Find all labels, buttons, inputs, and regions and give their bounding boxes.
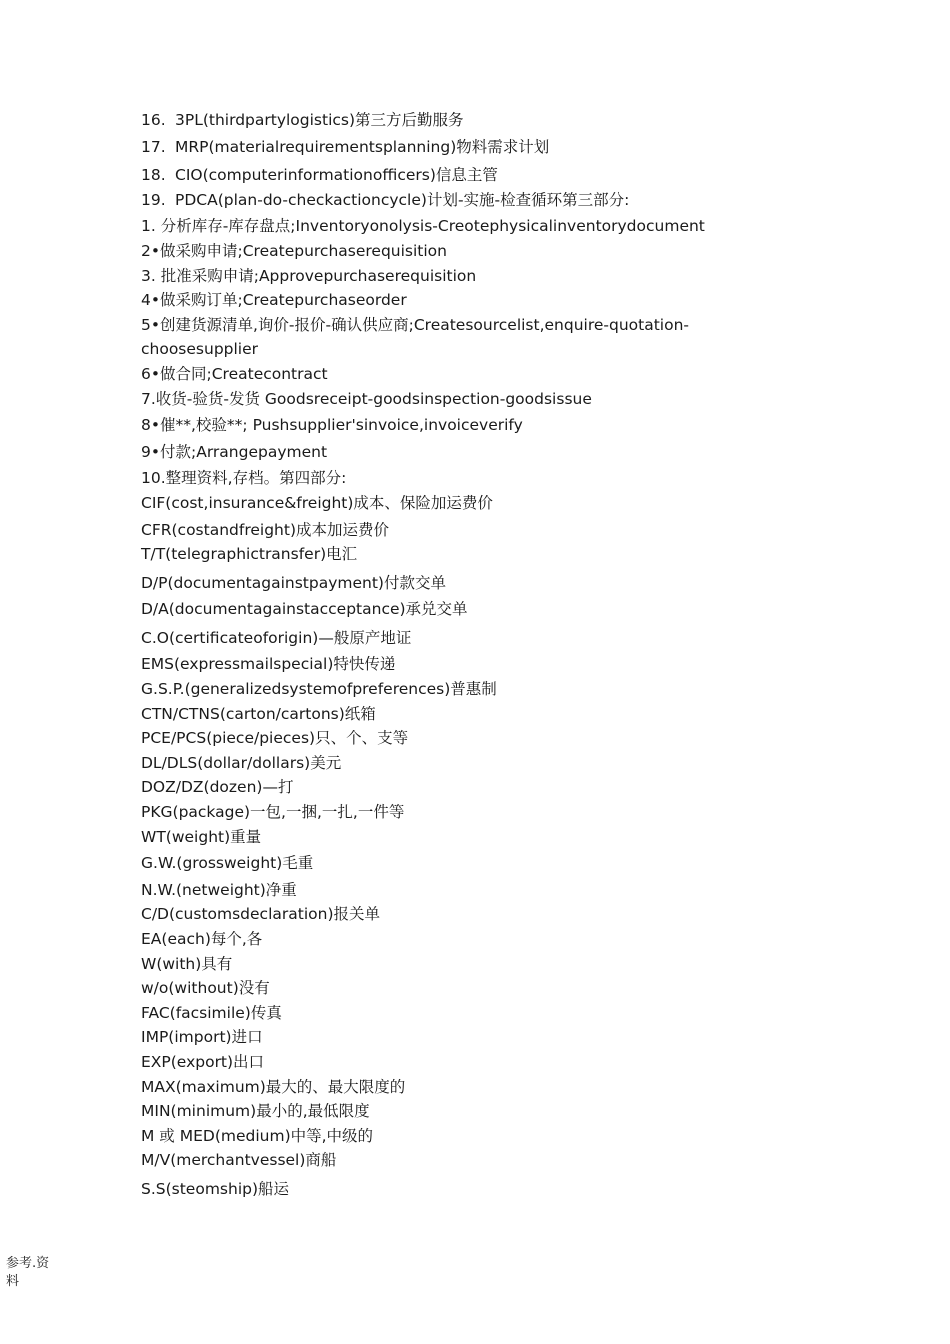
text-line: 5•创建货源清单,询价-报价-确认供应商;Createsourcelist,enquire-quotation-choosesupplier	[141, 315, 690, 359]
text-line: DL/DLS(dollar/dollars)美元	[141, 753, 342, 772]
text-line: 3. 批准采购申请;Approvepurchaserequisition	[141, 266, 477, 285]
text-line: G.S.P.(generalizedsystemofpreferences)普惠制	[141, 680, 497, 699]
text-line: M 或 MED(medium)中等,中级的	[141, 1126, 374, 1145]
text-line: N.W.(netweight)净重	[141, 880, 297, 899]
text-line: PKG(package)一包,一捆,一扎,一件等	[141, 803, 405, 822]
text-line: M/V(merchantvessel)商船	[141, 1151, 337, 1170]
text-line: PCE/PCS(piece/pieces)只、个、支等	[141, 729, 409, 748]
item-text: 3PL(thirdpartylogistics)第三方后勤服务	[175, 111, 464, 129]
text-line: C.O(certificateoforigin)—般原产地证	[141, 628, 412, 647]
numbered-item	[141, 188, 781, 213]
text-line: EMS(expressmailspecial)特快传递	[141, 655, 396, 674]
text-line: EA(each)每个,各	[141, 930, 263, 948]
numbered-item	[141, 108, 781, 133]
text-line: CTN/CTNS(carton/cartons)纸箱	[141, 704, 376, 723]
text-line: CIF(cost,insurance&freight)成本、保险加运费价	[141, 493, 493, 512]
item-text: PDCA(plan-do-checkactioncycle)计划-实施-检查循环第三部分:	[175, 190, 630, 209]
text-line: DOZ/DZ(dozen)—打	[141, 778, 294, 797]
text-line: 7.收货-验货-发货 Goodsreceipt-goodsinspection-goodsissue	[141, 389, 592, 408]
text-line: D/P(documentagainstpayment)付款交单	[141, 573, 446, 592]
text-line: IMP(import)进口	[141, 1028, 263, 1047]
text-line: 10.整理资料,存档。第四部分:	[141, 469, 347, 488]
text-line: CFR(costandfreight)成本加运费价	[141, 520, 389, 539]
text-line: MAX(maximum)最大的、最大限度的	[141, 1077, 406, 1096]
footer-note: 参考.资料	[6, 1256, 50, 1289]
text-line: W(with)具有	[141, 954, 233, 973]
document-body	[141, 108, 781, 1202]
text-line: G.W.(grossweight)毛重	[141, 854, 314, 873]
item-number: 18.	[141, 166, 166, 185]
text-line: S.S(steomship)船运	[141, 1179, 290, 1198]
text-line: C/D(customsdeclaration)报关单	[141, 905, 380, 924]
text-line: EXP(export)出口	[141, 1052, 265, 1071]
text-line: 1. 分析库存-库存盘点;Inventoryonolysis-Creotephysicalinventorydocument	[141, 217, 705, 236]
text-line: MIN(minimum)最小的,最低限度	[141, 1102, 370, 1121]
text-line: D/A(documentagainstacceptance)承兑交单	[141, 600, 468, 619]
item-number: 16.	[141, 111, 166, 129]
text-line: 8•催**,校验**; Pushsupplier'sinvoice,invoiceverify	[141, 416, 523, 435]
item-number: 17.	[141, 137, 166, 156]
item-text: MRP(materialrequirementsplanning)物料需求计划	[175, 137, 550, 156]
text-line: 4•做采购订单;Createpurchaseorder	[141, 291, 407, 310]
text-line: T/T(telegraphictransfer)电汇	[141, 545, 358, 564]
item-text: CIO(computerinformationofficers)信息主管	[175, 166, 498, 185]
text-line: w/o(without)没有	[141, 979, 270, 998]
numbered-item	[141, 135, 781, 160]
numbered-item	[141, 163, 781, 188]
text-line: FAC(facsimile)传真	[141, 1003, 282, 1022]
text-line: 2•做采购申请;Createpurchaserequisition	[141, 241, 447, 260]
text-line: 6•做合同;Createcontract	[141, 364, 328, 383]
text-line: WT(weight)重量	[141, 827, 262, 846]
item-number: 19.	[141, 190, 166, 209]
text-line: 9•付款;Arrangepayment	[141, 442, 328, 461]
